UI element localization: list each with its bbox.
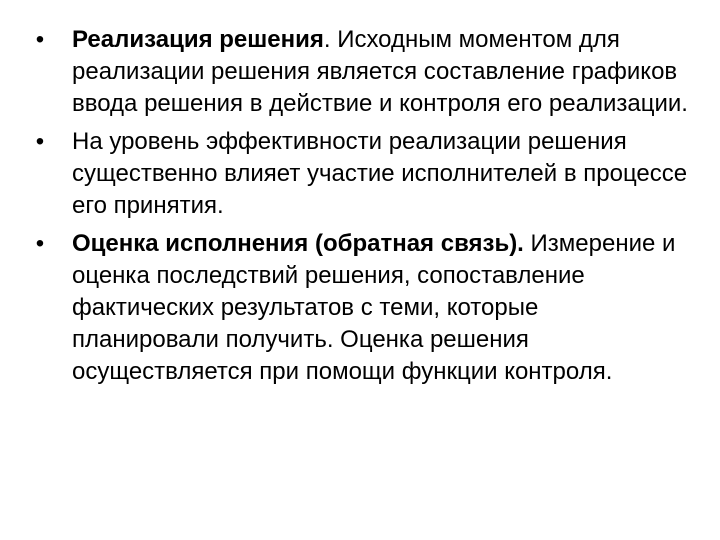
- bullet-dot-icon: •: [35, 230, 45, 257]
- bullet-heading: Оценка исполнения (обратная связь).: [72, 230, 524, 257]
- bullet-text: . Исходным моментом для реализации решения является составление графиков ввода решения в действие и контроля его реализации.: [72, 26, 688, 117]
- bullet-item-evaluation: [28, 228, 688, 388]
- bullet-dot-icon: •: [35, 26, 45, 53]
- bullet-text: На уровень эффективности реализации решения существенно влияет участие исполнителей в процессе его принятия.: [72, 128, 688, 219]
- bullet-item-efficiency: [28, 126, 688, 222]
- bullet-text: Измерение и оценка последствий решения, сопоставление фактических результатов с теми, которые планировали получить. Оценка решения осуществляется при помощи функции контроля.: [72, 230, 676, 385]
- bullet-dot-icon: •: [35, 128, 45, 155]
- bullet-item-implementation: [28, 24, 688, 120]
- bullet-heading: Реализация решения: [72, 26, 324, 53]
- bullet-list: [28, 24, 688, 394]
